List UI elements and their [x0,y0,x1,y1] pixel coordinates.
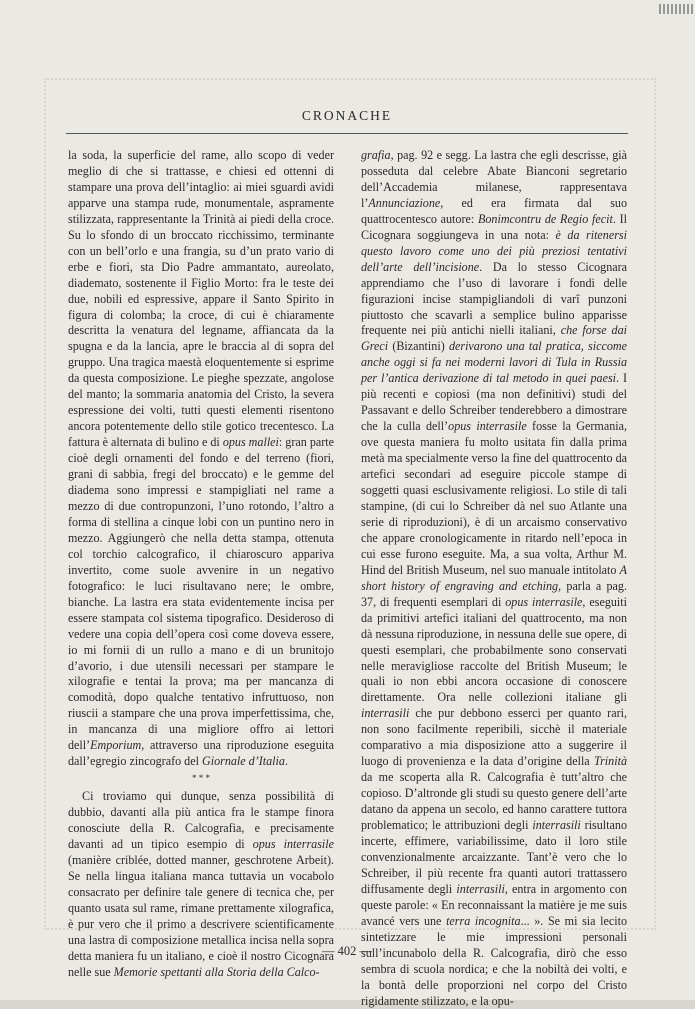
italic-run: grafia [361,148,391,162]
left-paragraph-1 [68,148,334,770]
text-run: , entra in argomento con queste parole: « En reconnaissant la matière je me suis avancé vers une [361,881,627,928]
italic-run: interrasili [532,818,581,833]
right-column [361,148,627,1009]
italic-run: opus interrasile [252,837,334,852]
italic-run: che forse dai Greci [361,323,627,354]
text-run: , ed era firmata dal suo quattrocentesco autore: [361,195,627,226]
italic-run: A short history of engraving and etching, [361,562,627,593]
italic-run: opus mallei [222,435,279,450]
text-run: , eseguiti da primitivi artefici italiani del quattrocento, ma non dà nessuna riproduzione, in nessuna delle sue opere, di questi esemplari, che probabilmente sono conservati nelle meravigliose raccolte del British Museum; le quali io non ebbi ancora occasione di conoscere direttamente. Ora nelle collezioni italiane gli [361,594,627,705]
left-column [68,148,334,981]
text-run: la soda, la superficie del rame, allo scopo di veder meglio di che si trattasse, e chiesi ed ottenni di stampare una prova dell’intaglio: ai miei sguardi avidi apparve una stampa rude, monumentale, aspramente stilizzata, rappresentante la Trinità ai piedi della croce. Su lo sfondo di un broccato ricchissimo, terminante con un bell’orlo e una frangia, su d’un prato vario di erbe e fiori, sta Dio Padre ammantato, aureolato, diademato, sostenente il Figlio Morto: fra le teste dei due, nobili ed espressive, appare il Santo Spirito in figura di colomba; la croce, di cui è chiaramente descritta la venatura del legname, affiancata da la spugna e da la lancia, apre le braccia al di sopra del gruppo. Una tragica maestà eloquentemente si esprime da questa composizione. Le pieghe spezzate, angolose del manto; la sommaria anatomia del Cristo, la severa espressione dei volti, tutti questi elementi risentono ancora potentemente dello stile gotico trecentesco. La fattura è alternata di bulino e di [68,148,334,450]
italic-run: Giornale d’Italia [201,754,285,769]
text-run: : gran parte cioè degli ornamenti del fondo e del terreno (fiori, grani di sabbia, fregi del broccato) e le gemme del diadema sono impressi e stampigliati nel rame a mezzo di due contropunzoni, l’uno rotondo, l’altro a forma di stellina a cinque lobi con un puntino nero in mezzo. Aggiungerò che nella detta stampa, ottenuta col torchio calcografico, il chiaroscuro appariva invertito, come suole avvenire in un negativo fotografico: le luci risultavano nere; le ombre, bianche. La lastra era stata evidentemente incisa per essere stampata col sistema tipografico. Desideroso di vedere una copia dell’opera così come doveva essere, io mi fornii di un rullo a mano e di un brunitojo d’avorio, i due utensili necessari per stampare le xilografie e tentai la prova; ma per mancanza di comodità, dopo qualche tentativo infruttuoso, non riuscii a stampare che una prova imperfettissima, che, in mancanza di una migliore offro ai lettori dell’ [68,435,334,753]
text-run: (manière criblée, dotted manner, geschrotene Arbeit). Se nella lingua italiana manca tuttavia un vocabolo consacrato per definire tale genere di tecnica che, per quanto usata sul rame, rimane prettamente xilografica, è pur vero che il primo a descrivere scientificamente una lastra di composizione metallica incisa nella sopra detta maniera fu un italiano, e cioè il nostro Cicognara nelle sue [68,852,334,979]
text-run: parla a pag. 37, di frequenti esemplari di [361,578,627,609]
section-break-asterisks: * * * [192,773,210,784]
text-run: fosse la Germania, ove questa maniera fu molto usitata fin dalla prima metà ma specialmente verso la fine del quattrocento da artefici secondari ad eseguire piccole stampe di soggetti quasi esclusivamente religiosi. Lo stile di tali stampine, (di cui lo Schreiber dà nel suo Atlante una serie di riproduzioni), è di un arcaismo conservativo che appare cronologicamente in ritardo nell’epoca in cui esse furono eseguite. Ma, a sua volta, Arthur M. Hind del British Museum, nel suo manuale intitolato [361,419,627,577]
text-run: . Il Cicognara soggiungeva in una nota: [361,211,628,242]
text-run: risultano incerte, effimere, variabilissime, dato il loro stile convenzionalmente arcaizzante. Tant’è vero che lo Schreiber, il più recente fra quanti autori trattassero diffusamente degli [361,818,627,896]
running-header: CRONACHE [301,108,393,123]
italic-run: Trinità [594,754,627,769]
text-run: , pag. 92 e segg. La lastra che egli descrisse, già posseduta dal celebre Abate Bianconi segretario dell’Accademia milanese, rappresentava l’ [361,148,627,210]
italic-run: derivarono una tal pratica, siccome anche oggi si fa nei moderni lavori di Tula in Russia per l’antica derivazione di tal metodo in quei paesi [361,339,627,386]
italic-run: opus interrasile [505,594,583,609]
text-run: , attraverso una riproduzione eseguita dall’egregio zincografo del [68,738,334,769]
scan-edge-mark [659,4,695,14]
text-run: da me scoperta alla R. Calcografia è tutt’altro che copioso. D’altronde gli studi su questo genere dell’arte datano da appena un secolo, ed hanno carattere tuttora problematico; le attribuzioni degli [361,770,627,833]
italic-run: Bonimcontru de Regio fecit [477,211,613,226]
text-run: . I più recenti e copiosi (ma non definitivi) studi del Passavant e dello Schreiber tenderebbero a dimostrare che la culla dell’ [361,371,627,434]
italic-run: opus interrasile [448,419,527,434]
page-number: — 402 — [322,944,372,958]
text-run: ... ». Se mi sia lecito sintetizzare le mie impressioni personali sull’incunabolo della R. Calcografia, dirò che esso sembra di scuola nordica; e che la nobiltà dei volti, e la bontà delle proporzioni nel corpo del Cristo rigidamente stilizzato, e la opu- [361,913,627,1008]
right-paragraph-1 [361,148,627,1009]
text-run: che pur debbono esserci per quanto rari, non sono facilmente reperibili, sicchè il materiale comparativo a mia disposizione atto a suggerire il luogo di provenienza e la data d’origine della [361,706,627,769]
text-run: Ci troviamo qui dunque, senza possibilità di dubbio, davanti alla più antica fra le stampe finora conosciute della R. Calcografia, e precisamente davanti ad un tipico esempio di [68,789,334,852]
italic-run: Memorie spettanti alla Storia della Calco- [113,964,320,979]
text-run: . Da lo stesso Cicognara apprendiamo che l’uso di lavorare i fondi delle figurazioni incise stampigliandoli di varî punzoni piuttosto che scavarli a semplice bulino apparisse frequente nei più antichi nielli italiani, [361,259,627,338]
italic-run: terra incognita [446,913,521,928]
italic-run: Annunciazione [368,195,441,210]
text-run: . [284,754,288,769]
italic-run: interrasili [361,706,410,721]
header-rule [66,133,628,134]
text-run: (Bizantini) [388,339,449,354]
italic-run: è da ritenersi questo lavoro come uno dei più preziosi tentativi dell’arte dell’incisione [361,227,627,274]
italic-run: interrasili [456,881,505,896]
italic-run: Emporium [90,738,142,753]
